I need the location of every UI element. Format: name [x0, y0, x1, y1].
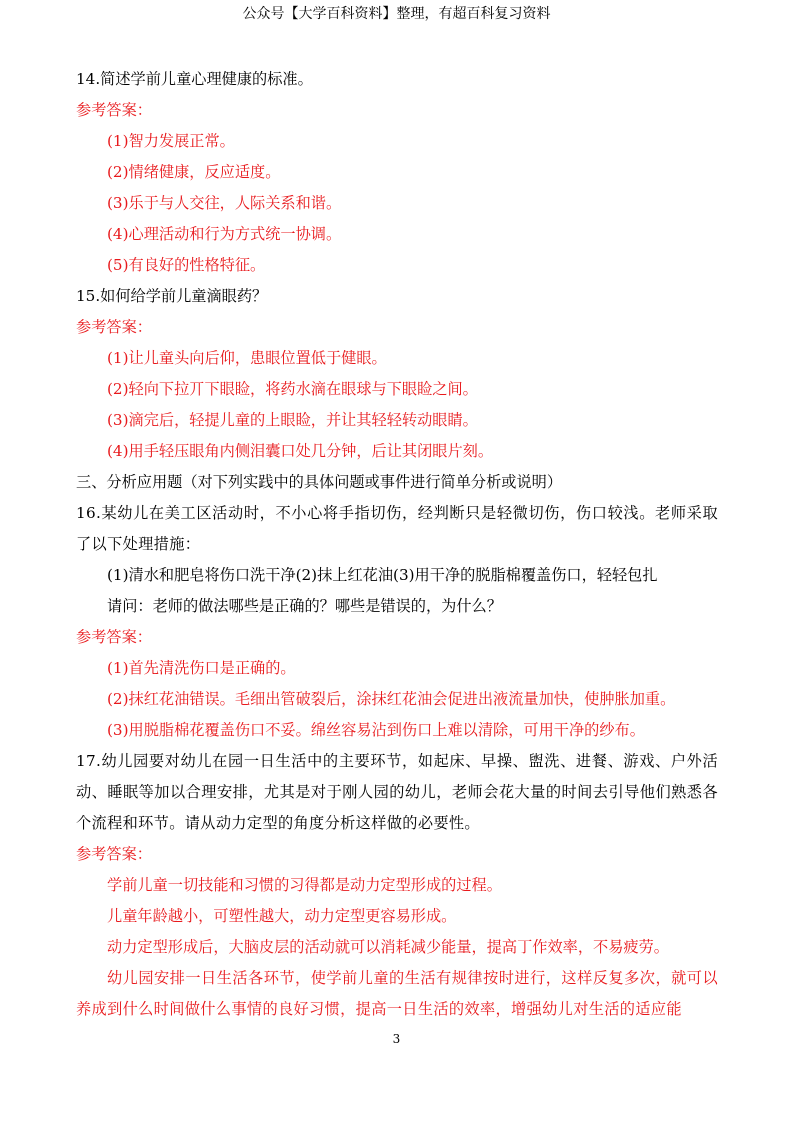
section-heading: 三、分析应用题（对下列实践中的具体问题或事件进行简单分析或说明）: [76, 473, 562, 491]
answer-14-5: (5)有良好的性格特征。: [107, 256, 266, 274]
answer-17-2: 儿童年龄越小，可塑性越大，动力定型更容易形成。: [107, 907, 457, 925]
answer-17-4: 幼儿园安排一日生活各环节，使学前儿童的生活有规律按时进行，这样反复多次，就可以养成到什么时间做什么事情的良好习惯，提高一日生活的效率，增强幼儿对生活的适应能: [76, 969, 718, 1018]
answer-14-2: (2)情绪健康，反应适度。: [107, 163, 281, 181]
answer-15-3: (3)滴完后，轻提儿童的上眼睑，并让其轻轻转动眼睛。: [107, 411, 478, 429]
question-15: 15.如何给学前儿童滴眼药？: [76, 287, 268, 305]
answer-label-15: 参考答案：: [76, 318, 152, 336]
answer-17-1: 学前儿童一切技能和习惯的习得都是动力定型形成的过程。: [107, 876, 502, 894]
page-number: 3: [392, 1032, 401, 1046]
answer-14-4: (4)心理活动和行为方式统一协调。: [107, 225, 342, 243]
answer-label-17: 参考答案：: [76, 845, 152, 863]
answer-15-4: (4)用手轻压眼角内侧泪囊口处几分钟，后让其闭眼片刻。: [107, 442, 494, 460]
answer-17-3: 动力定型形成后，大脑皮层的活动就可以消耗减少能量，提高丁作效率，不易疲劳。: [107, 938, 669, 956]
answer-14-1: (1)智力发展正常。: [107, 132, 235, 150]
question-17: 17.幼儿园要对幼儿在园一日生活中的主要环节，如起床、早操、盥洗、进餐、游戏、户外活动、睡眠等加以合理安排，尤其是对于刚人园的幼儿，老师会花大量的时间去引导他们熟悉各个流程和环节。请从动力定型的角度分析这样做的必要性。: [76, 752, 718, 832]
answer-14-3: (3)乐于与人交往，人际关系和谐。: [107, 194, 342, 212]
document-body: [76, 64, 718, 1025]
question-14: 14.简述学前儿童心理健康的标准。: [76, 70, 313, 88]
answer-16-2: (2)抹红花油错误。毛细出管破裂后，涂抹红花油会促进出液流量加快，使肿胀加重。: [107, 690, 676, 708]
answer-15-2: (2)轻向下拉丌下眼睑，将药水滴在眼球与下眼睑之间。: [107, 380, 478, 398]
answer-label-14: 参考答案：: [76, 101, 152, 119]
question-16: 16.某幼儿在美工区活动时，不小心将手指切伤，经判断只是轻微切伤，伤口较浅。老师采取了以下处理措施：: [76, 504, 718, 553]
question-16-steps: (1)清水和肥皂将伤口洗干净(2)抹上红花油(3)用干净的脱脂棉覆盖伤口，轻轻包扎: [107, 566, 658, 584]
answer-16-1: (1)首先清洗伤口是正确的。: [107, 659, 296, 677]
answer-16-3: (3)用脱脂棉花覆盖伤口不妥。绵丝容易沾到伤口上难以清除，可用干净的纱布。: [107, 721, 645, 739]
answer-15-1: (1)让儿童头向后仰，患眼位置低于健眼。: [107, 349, 387, 367]
question-16-ask: 请问：老师的做法哪些是正确的？哪些是错误的，为什么？: [107, 597, 502, 615]
page-header: 公众号【大学百科资料】整理，有超百科复习资料: [242, 6, 551, 22]
answer-label-16: 参考答案：: [76, 628, 152, 646]
